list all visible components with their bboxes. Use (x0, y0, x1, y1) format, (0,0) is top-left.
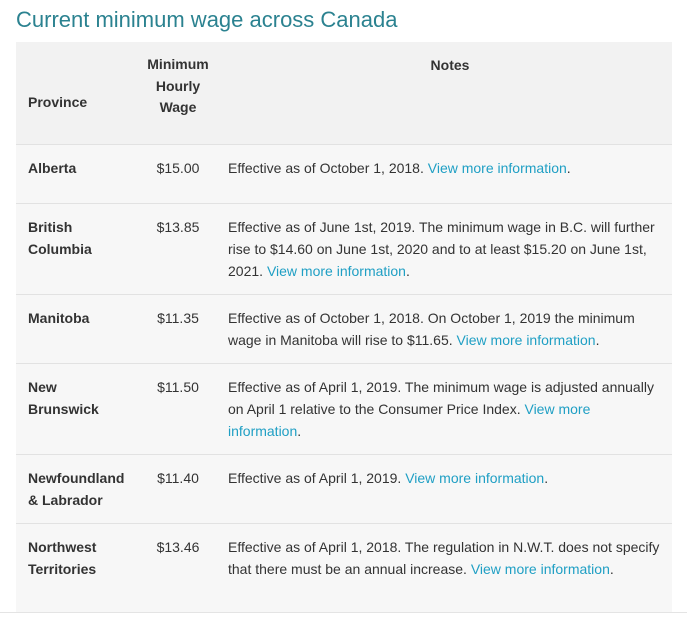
view-more-information-link[interactable]: View more information (427, 159, 567, 176)
wage-cell: $11.35 (157, 309, 199, 326)
notes-cell: Effective as of April 1, 2018. The regulation in N.W.T. does not specify that there must be an annual increase. View more information. (228, 538, 660, 577)
wage-cell: $13.85 (156, 218, 200, 235)
province-cell: Newfoundland & Labrador (28, 469, 125, 508)
wage-cell: $11.50 (157, 378, 199, 395)
wage-cell: $15.00 (156, 159, 200, 176)
notes-cell: Effective as of October 1, 2018. View more information. (228, 159, 571, 176)
header-minimum-hourly-wage: Minimum Hourly Wage (147, 56, 209, 115)
view-more-information-link[interactable]: View more information (228, 400, 591, 439)
bottom-divider (0, 612, 687, 613)
table-header-row (16, 42, 672, 144)
header-notes: Notes (430, 57, 470, 73)
page-title: Current minimum wage across Canada (16, 7, 398, 32)
table-row (16, 203, 672, 294)
table-row (16, 144, 672, 203)
header-province: Province (28, 94, 88, 110)
view-more-information-link[interactable]: View more information (405, 469, 545, 486)
minimum-wage-table (16, 42, 672, 613)
wage-cell: $11.40 (157, 469, 199, 486)
view-more-information-link[interactable]: View more information (456, 331, 596, 348)
province-cell: Alberta (28, 159, 77, 176)
province-cell: New Brunswick (28, 378, 99, 417)
table-row (16, 523, 672, 613)
province-cell: British Columbia (28, 218, 92, 257)
view-more-information-link[interactable]: View more information (266, 262, 406, 279)
province-cell: Northwest Territories (28, 538, 97, 577)
view-more-information-link[interactable]: View more information (470, 560, 610, 577)
province-cell: Manitoba (28, 309, 90, 326)
table-row (16, 363, 672, 454)
table-row (16, 454, 672, 523)
notes-cell: Effective as of June 1st, 2019. The minimum wage in B.C. will further rise to $14.60 on June 1st, 2020 and to at least $15.20 on June 1st, 2021. View more information. (228, 218, 655, 279)
notes-cell: Effective as of October 1, 2018. On October 1, 2019 the minimum wage in Manitoba will rise to $11.65. View more information. (228, 309, 635, 348)
notes-cell: Effective as of April 1, 2019. View more information. (228, 469, 549, 486)
notes-cell: Effective as of April 1, 2019. The minimum wage is adjusted annually on April 1 relative to the Consumer Price Index. View more information. (228, 378, 654, 439)
table-row (16, 294, 672, 363)
wage-cell: $13.46 (156, 538, 200, 555)
